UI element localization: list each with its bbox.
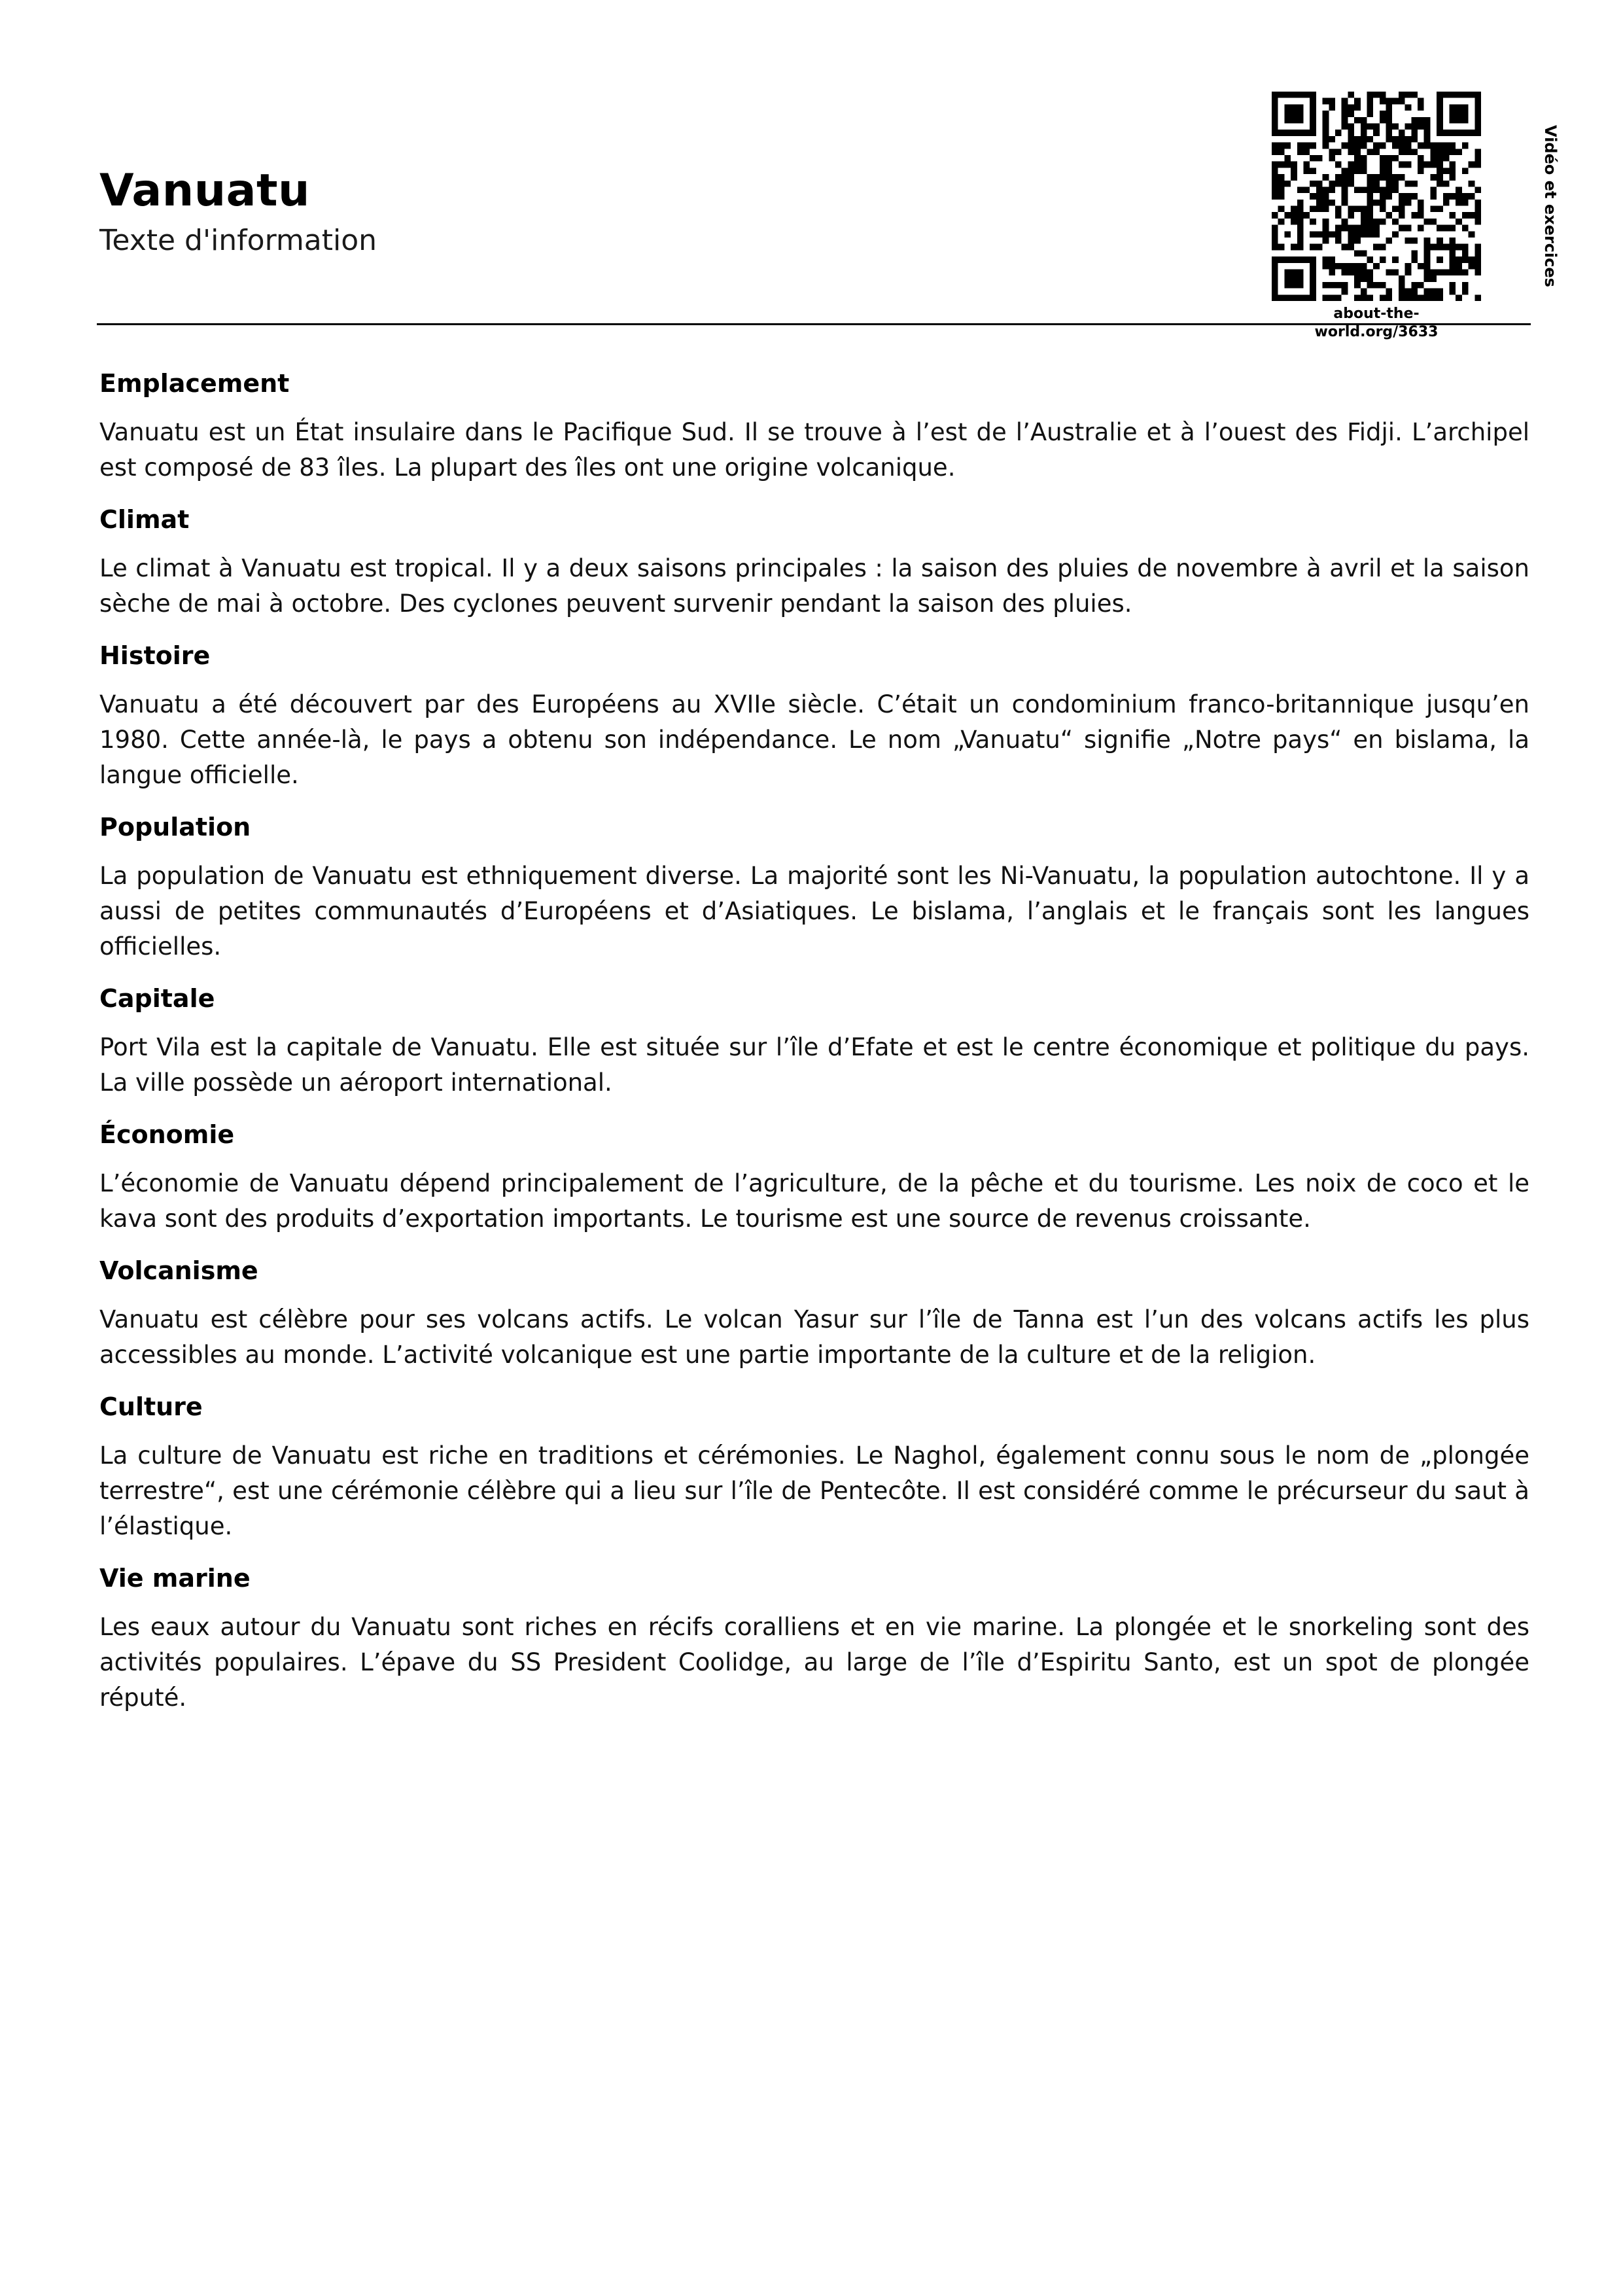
document-body [99, 366, 1529, 1733]
section-emplacement [99, 366, 1529, 486]
section-paragraph: Vanuatu a été découvert par des Européens au XVIIe siècle. C’était un condominium franco-britannique jusqu’en 1980. Cette année-là, le pays a obtenu son indépendance. Le nom „Vanuatu“ signifie „Notre pays“ en bislama, la langue officielle. [99, 690, 1529, 789]
section-paragraph: Vanuatu est célèbre pour ses volcans actifs. Le volcan Yasur sur l’île de Tanna est l’un des volcans actifs les plus accessibles au monde. L’activité volcanique est une partie importante de la culture et de la religion. [99, 1305, 1529, 1369]
section-heading: Vie marine [99, 1564, 251, 1593]
section-economie [99, 1118, 1529, 1237]
section-paragraph: L’économie de Vanuatu dépend principalement de l’agriculture, de la pêche et du tourisme. Les noix de coco et le kava sont des produits d’exportation importants. Le tourisme est une source de revenus croissante. [99, 1169, 1529, 1233]
header-divider [97, 323, 1531, 325]
section-paragraph: La population de Vanuatu est ethniquement diverse. La majorité sont les Ni-Vanuatu, la population autochtone. Il y a aussi de petites communautés d’Européens et d’Asiatiques. Le bislama, l’anglais et le français sont les langues officielles. [99, 862, 1529, 961]
page-subtitle: Texte d'information [99, 224, 377, 257]
section-paragraph: Port Vila est la capitale de Vanuatu. Elle est située sur l’île d’Efate et est le centre économique et politique du pays. La ville possède un aéroport international. [99, 1033, 1529, 1097]
section-heading: Culture [99, 1392, 203, 1421]
section-histoire [99, 639, 1529, 793]
section-population [99, 810, 1529, 964]
section-heading: Emplacement [99, 369, 290, 398]
section-heading: Volcanisme [99, 1256, 258, 1285]
section-capitale [99, 981, 1529, 1101]
section-volcanisme [99, 1254, 1529, 1373]
section-heading: Climat [99, 505, 190, 534]
section-heading: Population [99, 813, 251, 841]
section-paragraph: La culture de Vanuatu est riche en traditions et cérémonies. Le Naghol, également connu sous le nom de „plongée terrestre“, est une cérémonie célèbre qui a lieu sur l’île de Pentecôte. Il est considéré comme le précurseur du saut à l’élastique. [99, 1441, 1529, 1540]
document-header [99, 92, 1560, 340]
section-climat [99, 503, 1529, 622]
section-paragraph: Vanuatu est un État insulaire dans le Pacifique Sud. Il se trouve à l’est de l’Australie et à l’ouest des Fidji. L’archipel est composé de 83 îles. La plupart des îles ont une origine volcanique. [99, 418, 1529, 482]
qr-code-icon[interactable] [1272, 92, 1481, 301]
page-title: Vanuatu [99, 165, 310, 217]
qr-vertical-label: Vidéo et exercices [1541, 125, 1560, 287]
qr-block [1272, 92, 1560, 340]
section-heading: Capitale [99, 984, 215, 1013]
qr-url-label[interactable]: about-the-world.org/3633 [1314, 306, 1439, 340]
section-paragraph: Les eaux autour du Vanuatu sont riches en récifs coralliens et en vie marine. La plongée et le snorkeling sont des activités populaires. L’épave du SS President Coolidge, au large de l’île d’Espiritu Santo, est un spot de plongée réputé. [99, 1613, 1529, 1712]
section-heading: Histoire [99, 641, 211, 670]
section-vie-marine [99, 1561, 1529, 1716]
section-heading: Économie [99, 1120, 235, 1149]
section-paragraph: Le climat à Vanuatu est tropical. Il y a deux saisons principales : la saison des pluies de novembre à avril et la saison sèche de mai à octobre. Des cyclones peuvent survenir pendant la saison des pluies. [99, 554, 1529, 618]
section-culture [99, 1390, 1529, 1544]
